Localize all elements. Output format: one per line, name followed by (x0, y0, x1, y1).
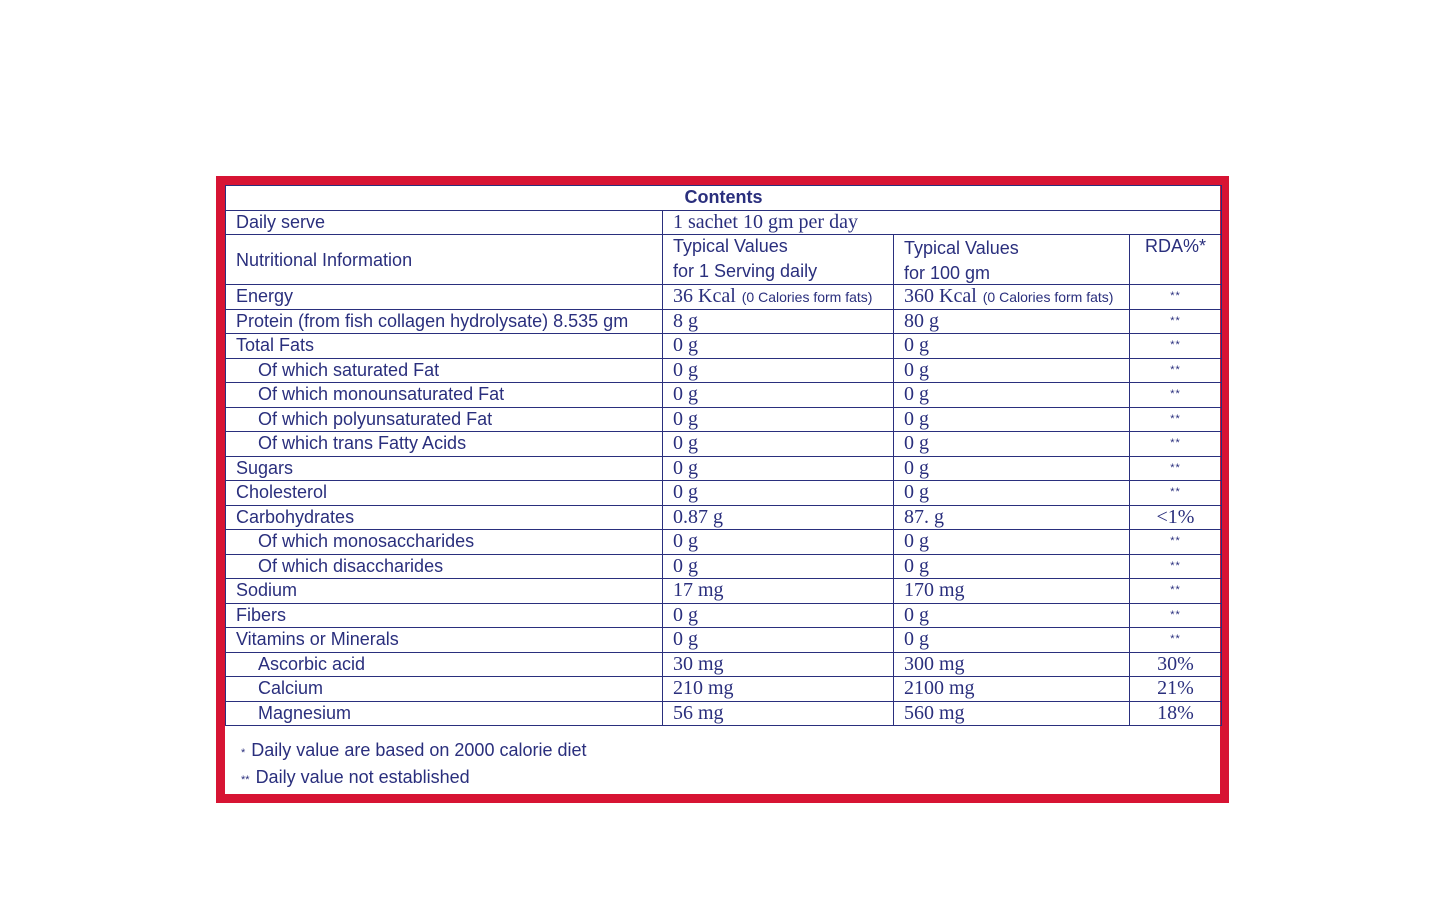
rda-value: ** (1130, 554, 1222, 579)
rda-value: ** (1130, 603, 1222, 628)
per100-value: 0 g (894, 383, 1130, 408)
table-row (226, 530, 1222, 555)
rda-value: ** (1130, 432, 1222, 457)
nutrient-name: Sugars (226, 456, 663, 481)
nutrient-name: Vitamins or Minerals (226, 628, 663, 653)
per100-value: 0 g (894, 530, 1130, 555)
table-row (226, 383, 1222, 408)
serving-value: 0 g (663, 554, 894, 579)
serving-value: 0 g (663, 334, 894, 359)
rda-value: ** (1130, 579, 1222, 604)
rda-column-header: RDA%* (1130, 235, 1222, 285)
nutrient-name: Of which disaccharides (226, 554, 663, 579)
rda-value: ** (1130, 383, 1222, 408)
per100-value: 0 g (894, 432, 1130, 457)
table-row (226, 628, 1222, 653)
rda-value: ** (1130, 481, 1222, 506)
table-row (226, 334, 1222, 359)
serving-value: 0 g (663, 407, 894, 432)
serving-value: 30 mg (663, 652, 894, 677)
per100-value: 0 g (894, 603, 1130, 628)
table-row (226, 481, 1222, 506)
nutrient-name: Of which trans Fatty Acids (226, 432, 663, 457)
table-row (226, 603, 1222, 628)
nutrition-panel (216, 176, 1229, 803)
per100-value: 360 Kcal (0 Calories form fats) (894, 285, 1130, 310)
rda-value: <1% (1130, 505, 1222, 530)
per100-value: 0 g (894, 554, 1130, 579)
serving-value: 17 mg (663, 579, 894, 604)
nutrient-name: Magnesium (226, 701, 663, 726)
table-title: Contents (226, 186, 1222, 211)
footnote (241, 765, 587, 792)
footnote-mark: ** (241, 774, 250, 786)
nutrient-name: Carbohydrates (226, 505, 663, 530)
table-row (226, 701, 1222, 726)
serving-value: 0 g (663, 432, 894, 457)
rda-value: 21% (1130, 677, 1222, 702)
rda-value: ** (1130, 456, 1222, 481)
rda-value: ** (1130, 309, 1222, 334)
daily-serve-label: Daily serve (226, 210, 663, 235)
per100-value: 0 g (894, 456, 1130, 481)
per100-value: 0 g (894, 628, 1130, 653)
per100-value: 0 g (894, 407, 1130, 432)
per100-value: 0 g (894, 334, 1130, 359)
per100-value: 2100 mg (894, 677, 1130, 702)
table-row (226, 554, 1222, 579)
per100-value: 300 mg (894, 652, 1130, 677)
table-row (226, 432, 1222, 457)
table-row (226, 677, 1222, 702)
serving-value: 0 g (663, 628, 894, 653)
footnote (241, 738, 587, 765)
per100-column-header: Typical Values for 100 gm (894, 235, 1130, 285)
nutrient-name: Protein (from fish collagen hydrolysate) 8.535 gm (226, 309, 663, 334)
table-row (226, 456, 1222, 481)
nutrient-name: Energy (226, 285, 663, 310)
serving-value: 0.87 g (663, 505, 894, 530)
footnote-mark: * (241, 747, 246, 759)
serving-value: 0 g (663, 358, 894, 383)
nutrient-name: Of which monounsaturated Fat (226, 383, 663, 408)
rda-value: ** (1130, 358, 1222, 383)
table-row (226, 505, 1222, 530)
rda-value: ** (1130, 530, 1222, 555)
rda-value: ** (1130, 628, 1222, 653)
nutrient-name: Total Fats (226, 334, 663, 359)
serving-value: 0 g (663, 383, 894, 408)
rda-value: ** (1130, 407, 1222, 432)
table-row (226, 579, 1222, 604)
per100-value: 87. g (894, 505, 1130, 530)
nutrient-name: Fibers (226, 603, 663, 628)
footnotes (241, 738, 587, 792)
per100-value: 80 g (894, 309, 1130, 334)
nutrient-name: Of which saturated Fat (226, 358, 663, 383)
per100-value: 0 g (894, 358, 1130, 383)
table-row (226, 309, 1222, 334)
serving-value: 0 g (663, 481, 894, 506)
nutrient-name: Of which monosaccharides (226, 530, 663, 555)
rda-value: 18% (1130, 701, 1222, 726)
nutritional-info-header: Nutritional Information (226, 235, 663, 285)
table-row (226, 285, 1222, 310)
serving-value: 0 g (663, 456, 894, 481)
footnote-text: Daily value are based on 2000 calorie diet (251, 740, 587, 760)
nutrient-name: Of which polyunsaturated Fat (226, 407, 663, 432)
footnote-text: Daily value not established (255, 767, 470, 787)
table-row (226, 358, 1222, 383)
nutrition-table (225, 185, 1222, 726)
per100-value: 560 mg (894, 701, 1130, 726)
serving-value: 36 Kcal (0 Calories form fats) (663, 285, 894, 310)
table-row (226, 407, 1222, 432)
serving-value: 8 g (663, 309, 894, 334)
nutrient-name: Calcium (226, 677, 663, 702)
per100-value: 170 mg (894, 579, 1130, 604)
per100-value: 0 g (894, 481, 1130, 506)
serving-value: 56 mg (663, 701, 894, 726)
serving-value: 210 mg (663, 677, 894, 702)
serving-value: 0 g (663, 530, 894, 555)
nutrient-name: Cholesterol (226, 481, 663, 506)
rda-value: ** (1130, 285, 1222, 310)
serving-value: 0 g (663, 603, 894, 628)
rda-value: 30% (1130, 652, 1222, 677)
rda-value: ** (1130, 334, 1222, 359)
daily-serve-value: 1 sachet 10 gm per day (663, 210, 1222, 235)
table-row (226, 652, 1222, 677)
serving-column-header: Typical Values for 1 Serving daily (663, 235, 894, 285)
nutrient-name: Sodium (226, 579, 663, 604)
nutrient-name: Ascorbic acid (226, 652, 663, 677)
